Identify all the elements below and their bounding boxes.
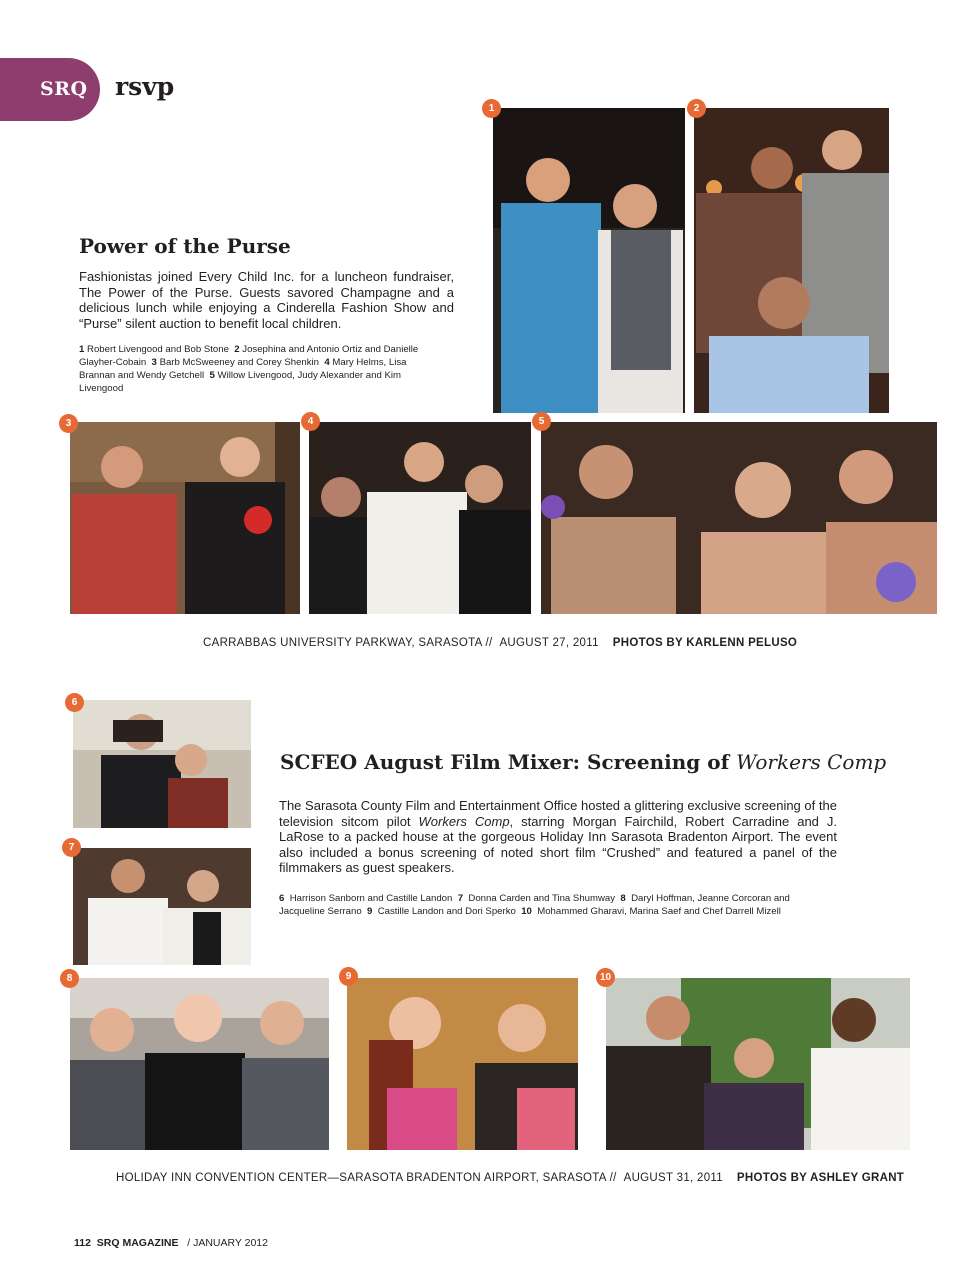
photo-number-4: 4 bbox=[301, 412, 320, 431]
photo-3 bbox=[70, 422, 300, 614]
story2-body-part2: , starring Morgan Fairchild, Robert Carradine and J. LaRose to a packed house at the gorgeous Holiday Inn Sarasota Bradenton Airport. The event also included a bonus screening of noted short film “Crushed” and featured a panel of the filmmakers as guest speakers. bbox=[279, 813, 837, 875]
caption-text: Barb McSweeney and Corey Shenkin bbox=[159, 357, 320, 368]
photo-number-10: 10 bbox=[596, 968, 615, 987]
credit-date: AUGUST 31, 2011 bbox=[623, 1172, 723, 1184]
photo-9 bbox=[347, 978, 578, 1150]
caption-text: Harrison Sanborn and Castille Landon bbox=[289, 893, 453, 904]
photo-number-5: 5 bbox=[532, 412, 551, 431]
section-label: rsvp bbox=[115, 72, 175, 101]
story2-captions bbox=[279, 892, 824, 918]
photo-number-3: 3 bbox=[59, 414, 78, 433]
story2-credit bbox=[116, 1172, 904, 1184]
caption-number: 7 bbox=[457, 893, 464, 904]
story1-captions bbox=[79, 343, 439, 395]
caption-text: Josephina and Antonio Ortiz and Danielle Glayher-Cobain bbox=[79, 344, 419, 368]
photo-5 bbox=[541, 422, 937, 614]
photo-4 bbox=[309, 422, 531, 614]
issue-date: / JANUARY 2012 bbox=[187, 1237, 268, 1249]
brand-logo: SRQ bbox=[40, 78, 88, 100]
caption-text: Robert Livengood and Bob Stone bbox=[87, 344, 229, 355]
credit-date: AUGUST 27, 2011 bbox=[499, 637, 599, 649]
photo-number-8: 8 bbox=[60, 969, 79, 988]
credit-photographer: PHOTOS BY KARLENN PELUSO bbox=[612, 637, 798, 649]
caption-number: 8 bbox=[620, 893, 626, 904]
caption-number: 6 bbox=[279, 893, 285, 904]
credit-location: CARRABBAS UNIVERSITY PARKWAY, SARASOTA // bbox=[203, 637, 493, 649]
caption-number: 4 bbox=[324, 357, 330, 368]
caption-text: Castille Landon and Dori Sperko bbox=[377, 906, 516, 917]
story2-title bbox=[280, 750, 886, 774]
caption-text: Mary Helms, Lisa Brannan and Wendy Getchell bbox=[79, 357, 407, 381]
photo-6 bbox=[73, 700, 251, 828]
story1-title: Power of the Purse bbox=[79, 234, 291, 258]
photo-number-7: 7 bbox=[62, 838, 81, 857]
story1-credit bbox=[203, 637, 797, 649]
photo-number-6: 6 bbox=[65, 693, 84, 712]
caption-text: Willow Livengood, Judy Alexander and Kim Livengood bbox=[79, 370, 401, 394]
caption-number: 1 bbox=[79, 344, 85, 355]
story2-title-text: SCFEO August Film Mixer: Screening of bbox=[280, 750, 730, 774]
photo-number-2: 2 bbox=[687, 99, 706, 118]
story1-body: Fashionistas joined Every Child Inc. for a luncheon fundraiser, The Power of the Purse. Guests savored Champagne and a delicious lunch while enjoying a Cinderella Fashion Show and “Purse” silent auction to benefit local children. bbox=[79, 269, 454, 331]
story2-body bbox=[279, 798, 837, 876]
photo-10 bbox=[606, 978, 910, 1150]
magazine-name: SRQ MAGAZINE bbox=[96, 1237, 179, 1249]
caption-number: 5 bbox=[209, 370, 215, 381]
photo-1 bbox=[493, 108, 685, 413]
photo-number-1: 1 bbox=[482, 99, 501, 118]
photo-8 bbox=[70, 978, 329, 1150]
caption-text: Daryl Hoffman, Jeanne Corcoran and Jacqueline Serrano bbox=[279, 893, 790, 917]
caption-number: 2 bbox=[234, 344, 240, 355]
photo-number-9: 9 bbox=[339, 967, 358, 986]
credit-photographer: PHOTOS BY ASHLEY GRANT bbox=[736, 1172, 905, 1184]
story2-title-italic: Workers Comp bbox=[736, 750, 887, 774]
caption-number: 3 bbox=[151, 357, 157, 368]
caption-number: 9 bbox=[367, 906, 373, 917]
story2-body-italic: Workers Comp bbox=[418, 813, 510, 829]
credit-location: HOLIDAY INN CONVENTION CENTER—SARASOTA BRADENTON AIRPORT, SARASOTA // bbox=[116, 1172, 617, 1184]
photo-2 bbox=[694, 108, 889, 413]
caption-number: 10 bbox=[521, 906, 532, 917]
story2-body-part1: The Sarasota County Film and Entertainment Office hosted a glittering exclusive screening of the television sitcom pilot bbox=[279, 798, 837, 829]
caption-text: Mohammed Gharavi, Marina Saef and Chef Darrell Mizell bbox=[537, 906, 781, 917]
page-number: 112 bbox=[74, 1237, 91, 1249]
photo-7 bbox=[73, 848, 251, 965]
page-footer bbox=[74, 1237, 268, 1249]
caption-text: Donna Carden and Tina Shumway bbox=[468, 893, 616, 904]
